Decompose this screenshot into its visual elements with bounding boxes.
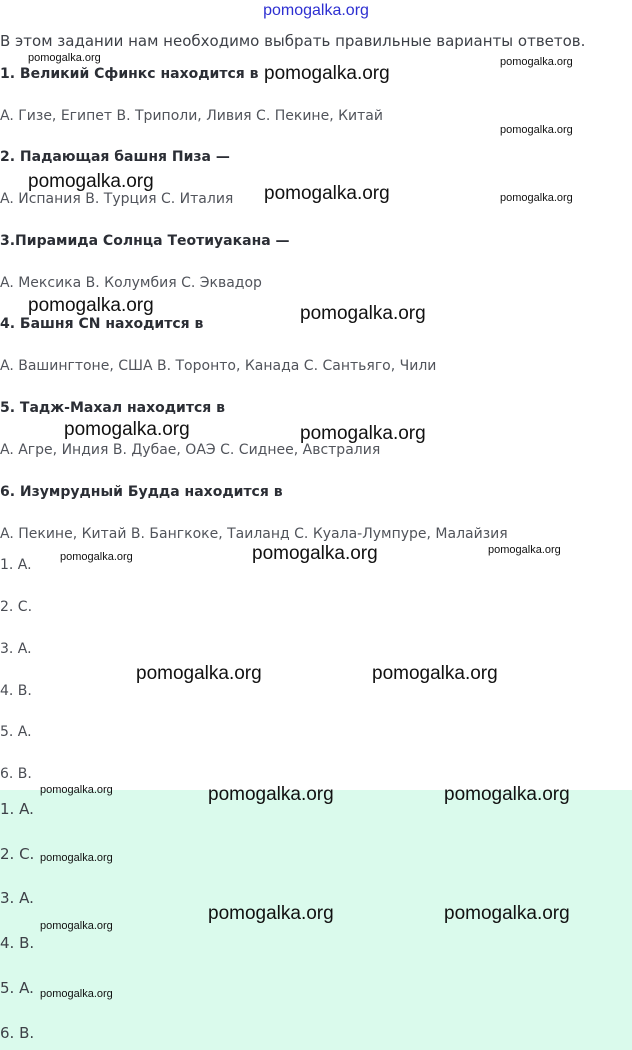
question-6: 6. Изумрудный Будда находится в	[0, 484, 283, 500]
question-3: 3.Пирамида Солнца Теотиуакана —	[0, 233, 290, 249]
watermark: pomogalka.org	[500, 192, 573, 204]
watermark: pomogalka.org	[444, 784, 570, 805]
watermark: pomogalka.org	[300, 423, 426, 444]
watermark: pomogalka.org	[264, 63, 390, 84]
answer-6: 6. B.	[0, 766, 32, 782]
box-answer-5: 5. A.	[0, 979, 34, 997]
answer-3: 3. A.	[0, 641, 32, 657]
watermark: pomogalka.org	[488, 544, 561, 556]
question-4-options: A. Вашингтоне, США B. Торонто, Канада C. Сантьяго, Чили	[0, 358, 437, 374]
watermark: pomogalka.org	[500, 56, 573, 68]
box-answer-2: 2. C.	[0, 845, 35, 863]
watermark: pomogalka.org	[40, 988, 113, 1000]
watermark: pomogalka.org	[40, 920, 113, 932]
watermark: pomogalka.org	[28, 295, 154, 316]
answer-5: 5. A.	[0, 724, 32, 740]
question-2: 2. Падающая башня Пиза —	[0, 149, 230, 165]
question-5-options: A. Агре, Индия B. Дубае, ОАЭ C. Сиднее, Австралия	[0, 442, 381, 458]
question-1: 1. Великий Сфинкс находится в	[0, 66, 259, 82]
site-link[interactable]: pomogalka.org	[263, 2, 369, 19]
watermark: pomogalka.org	[40, 852, 113, 864]
watermark: pomogalka.org	[40, 784, 113, 796]
watermark: pomogalka.org	[444, 903, 570, 924]
watermark: pomogalka.org	[60, 551, 133, 563]
question-2-options: A. Испания B. Турция C. Италия	[0, 191, 234, 207]
answer-2: 2. C.	[0, 599, 33, 615]
watermark: pomogalka.org	[64, 419, 190, 440]
answer-4: 4. B.	[0, 683, 32, 699]
watermark: pomogalka.org	[500, 124, 573, 136]
watermark: pomogalka.org	[28, 52, 101, 64]
watermark: pomogalka.org	[208, 784, 334, 805]
watermark: pomogalka.org	[372, 663, 498, 684]
box-answer-6: 6. B.	[0, 1024, 35, 1042]
question-4: 4. Башня CN находится в	[0, 316, 204, 332]
watermark: pomogalka.org	[252, 543, 378, 564]
intro-text: В этом задании нам необходимо выбрать правильные варианты ответов.	[0, 32, 586, 50]
answer-1: 1. A.	[0, 557, 32, 573]
question-5: 5. Тадж-Махал находится в	[0, 400, 225, 416]
box-answer-1: 1. A.	[0, 800, 34, 818]
question-6-options: A. Пекине, Китай B. Бангкоке, Таиланд C. Куала-Лумпуре, Малайзия	[0, 526, 508, 542]
watermark: pomogalka.org	[300, 303, 426, 324]
watermark: pomogalka.org	[136, 663, 262, 684]
question-3-options: A. Мексика B. Колумбия C. Эквадор	[0, 275, 262, 291]
question-1-options: A. Гизе, Египет B. Триполи, Ливия C. Пекине, Китай	[0, 108, 383, 124]
watermark: pomogalka.org	[28, 171, 154, 192]
box-answer-3: 3. A.	[0, 889, 34, 907]
box-answer-4: 4. B.	[0, 934, 35, 952]
watermark: pomogalka.org	[208, 903, 334, 924]
watermark: pomogalka.org	[264, 183, 390, 204]
